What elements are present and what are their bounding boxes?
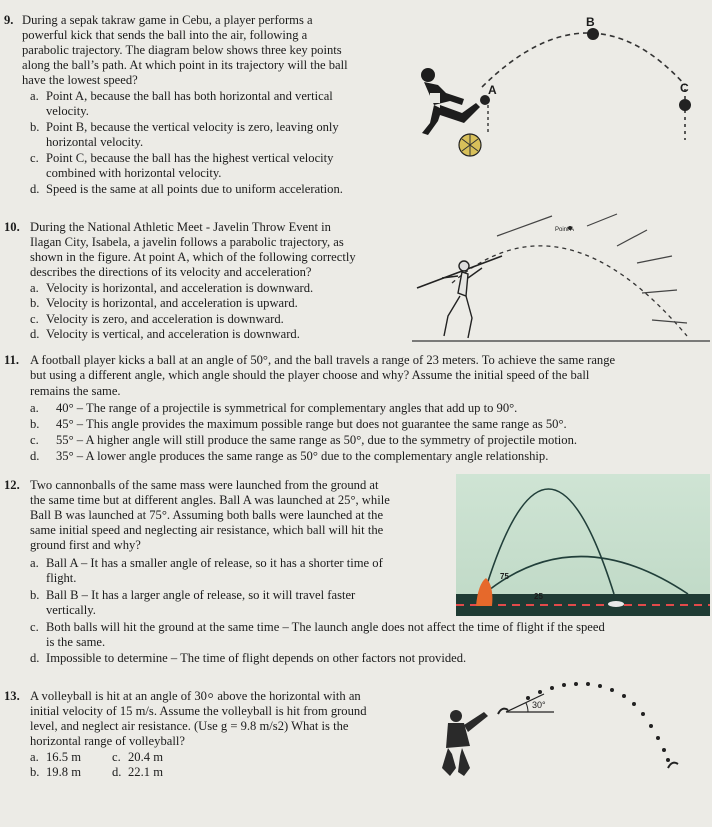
option-letter: c. [30, 620, 39, 634]
question-text: remains the same. [30, 384, 121, 398]
question-number: 12. [4, 478, 20, 492]
question-text: shown in the figure. At point A, which of the following correctly [30, 250, 356, 264]
volleyball-trajectory [526, 682, 670, 762]
option-text: 35° – A lower angle produces the same range as 50° due to the complementary angle relationship. [56, 449, 549, 463]
option-letter: d. [112, 765, 122, 779]
option-letter: a. [30, 281, 39, 295]
option-letter: b. [30, 588, 40, 602]
option-text: Velocity is horizontal, and acceleration is upward. [46, 296, 298, 310]
option-text: Point B, because the vertical velocity is zero, leaving only [46, 120, 339, 134]
javelin-trajectory [452, 246, 687, 336]
option-letter: c. [112, 750, 121, 764]
option-text: combined with horizontal velocity. [46, 166, 222, 180]
option-text: 40° – The range of a projectile is symmetrical for complementary angles that add up to 90°. [56, 401, 518, 415]
javelin-thrower-illustration [417, 256, 502, 338]
question-text: Ilagan City, Isabela, a javelin follows a parabolic trajectory, as [30, 235, 344, 249]
option-letter: a. [30, 750, 39, 764]
question-text: but using a different angle, which angle should the player choose and why? Assume the initial speed of the ball [30, 368, 590, 382]
option-letter: a. [30, 89, 39, 103]
javelin-figure [412, 208, 710, 348]
option-text: 55° – A higher angle will still produce the same range as 50°, due to the symmetry of projectile motion. [56, 433, 578, 447]
question-text: powerful kick that sends the ball into the air, following a [22, 28, 308, 42]
volleyball-player-illustration [442, 710, 488, 776]
option-letter: c. [30, 433, 39, 447]
option-letter: b. [30, 417, 40, 431]
option-letter: a. [30, 401, 39, 415]
question-text: have the lowest speed? [22, 73, 138, 87]
option-letter: a. [30, 556, 39, 570]
option-letter: d. [30, 651, 40, 665]
question-text: same initial speed and neglecting air resistance, which ball will hit the [30, 523, 384, 537]
question-text: ground first and why? [30, 538, 141, 552]
label-point-b: B [586, 15, 595, 29]
question-text: Ball B was launched at 75°. Assuming both balls were launched at the [30, 508, 384, 522]
option-text: Speed is the same at all points due to uniform acceleration. [46, 182, 343, 196]
option-text: 45° – This angle provides the maximum possible range but does not guarantee the same range as 50°. [56, 417, 567, 431]
ball-at-point-c [679, 99, 691, 111]
option-text: Point C, because the ball has the highest vertical velocity [46, 151, 334, 165]
option-text: Impossible to determine – The time of flight depends on other factors not provided. [46, 651, 467, 665]
option-text: Velocity is zero, and acceleration is downward. [46, 312, 284, 326]
question-text: During the National Athletic Meet - Javelin Throw Event in [30, 220, 331, 234]
label-angle-75: 75 [500, 572, 509, 581]
volleyball-figure [436, 676, 706, 786]
option-text: Ball B – It has a larger angle of release, so it will travel faster [46, 588, 356, 602]
sepak-takraw-figure [410, 5, 710, 175]
option-letter: d. [30, 327, 40, 341]
question-text: horizontal range of volleyball? [30, 734, 185, 748]
question-text: describes the directions of its velocity and acceleration? [30, 265, 312, 279]
label-point-c: C [680, 81, 689, 95]
label-angle-25: 25 [534, 592, 543, 601]
question-number: 9. [4, 13, 14, 27]
option-text: Velocity is vertical, and acceleration is downward. [46, 327, 300, 341]
option-text: Ball A – It has a smaller angle of release, so it has a shorter time of [46, 556, 383, 570]
question-text: along the ball’s path. At which point in its trajectory will the ball [22, 58, 348, 72]
option-text: 22.1 m [128, 765, 163, 779]
option-letter: b. [30, 296, 40, 310]
option-text: vertically. [46, 603, 96, 617]
question-text: A football player kicks a ball at an angle of 50°, and the ball travels a range of 23 meters. To achieve the same range [30, 353, 616, 367]
option-letter: c. [30, 312, 39, 326]
question-text: Two cannonballs of the same mass were launched from the ground at [30, 478, 379, 492]
question-text: A volleyball is hit at an angle of 30⸰ above the horizontal with an [30, 689, 361, 703]
question-number: 13. [4, 689, 20, 703]
option-text: 20.4 m [128, 750, 163, 764]
option-letter: b. [30, 765, 40, 779]
kicking-player-illustration [421, 68, 481, 156]
option-text: velocity. [46, 104, 89, 118]
volleyball-landing-icon [668, 763, 678, 768]
cannonball-figure [456, 474, 710, 616]
label-point-a: A [488, 83, 497, 97]
question-text: level, and neglect air resistance. (Use g = 9.8 m/s2) What is the [30, 719, 349, 733]
option-text: 19.8 m [46, 765, 81, 779]
option-text: Both balls will hit the ground at the same time – The launch angle does not affect the time of flight if the speed [46, 620, 605, 634]
question-text: During a sepak takraw game in Cebu, a player performs a [22, 13, 313, 27]
option-letter: d. [30, 449, 40, 463]
question-number: 11. [4, 353, 20, 367]
option-text: flight. [46, 571, 77, 585]
question-number: 10. [4, 220, 20, 234]
question-text: the same time but at different angles. Ball A was launched at 25°, while [30, 493, 390, 507]
option-letter: b. [30, 120, 40, 134]
option-letter: d. [30, 182, 40, 196]
option-text: Velocity is horizontal, and acceleration is downward. [46, 281, 314, 295]
option-text: is the same. [46, 635, 106, 649]
option-letter: c. [30, 151, 39, 165]
option-text: 16.5 m [46, 750, 81, 764]
label-point-a: Point A [555, 227, 575, 233]
option-text: Point A, because the ball has both horizontal and vertical [46, 89, 333, 103]
label-angle-30: 30° [532, 700, 546, 710]
ball-trajectory [482, 33, 685, 87]
option-text: horizontal velocity. [46, 135, 144, 149]
question-text: parabolic trajectory. The diagram below shows three key points [22, 43, 342, 57]
question-text: initial velocity of 15 m/s. Assume the volleyball is hit from ground [30, 704, 367, 718]
